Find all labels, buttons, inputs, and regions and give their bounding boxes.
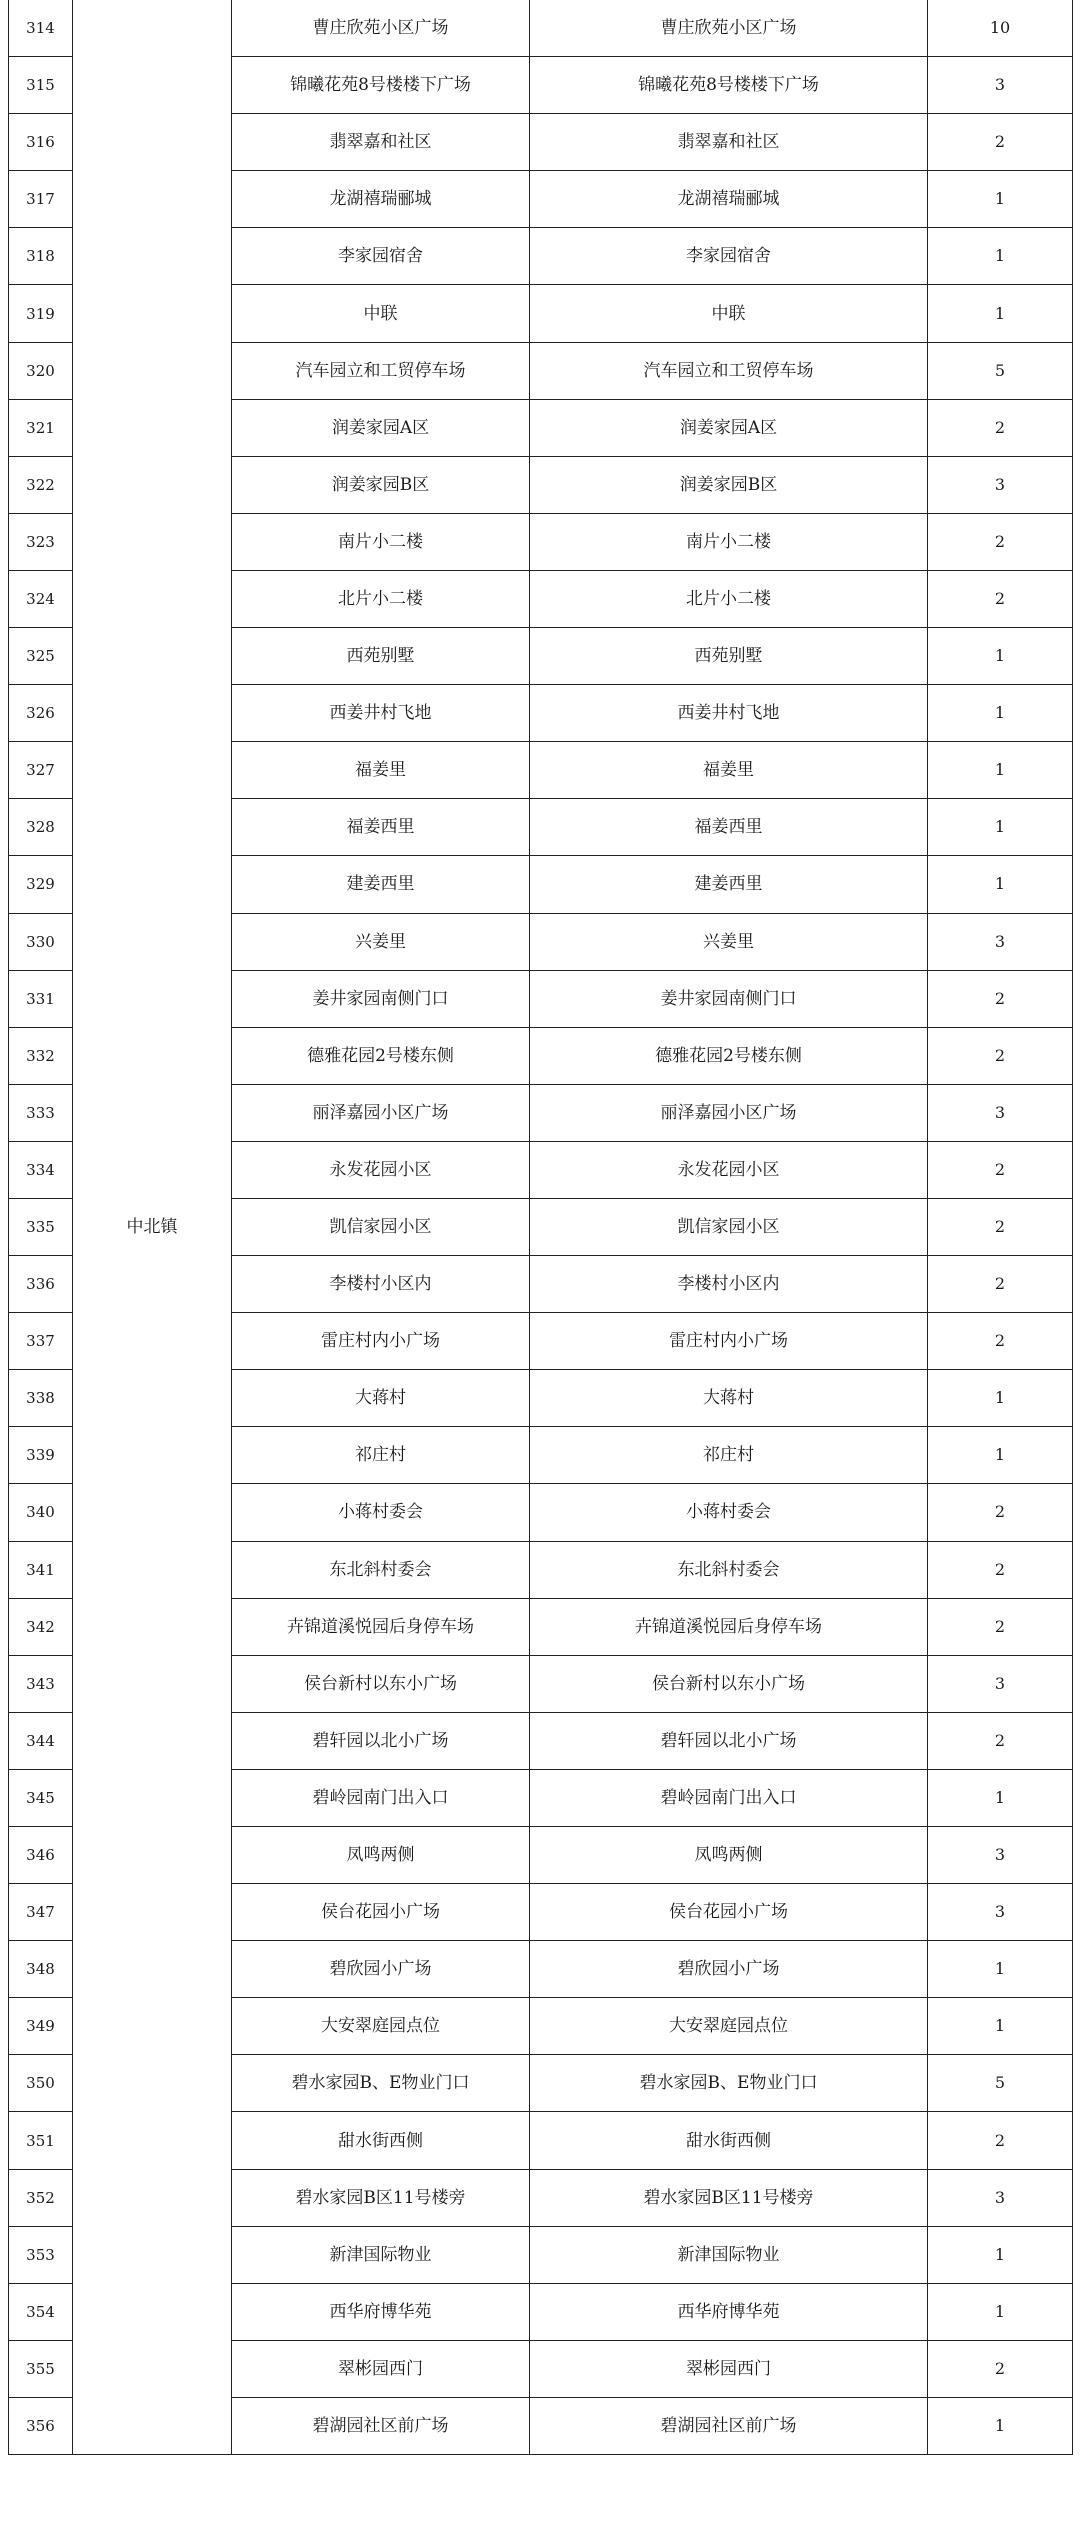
site-address-cell: 龙湖禧瑞郦城	[530, 171, 928, 228]
row-number-cell: 342	[9, 1598, 73, 1655]
site-address-cell: 汽车园立和工贸停车场	[530, 342, 928, 399]
count-cell: 10	[928, 0, 1073, 57]
count-cell: 1	[928, 1370, 1073, 1427]
row-number-cell: 330	[9, 913, 73, 970]
site-address-cell: 大蒋村	[530, 1370, 928, 1427]
site-name-cell: 姜井家园南侧门口	[232, 970, 530, 1027]
site-address-cell: 北片小二楼	[530, 570, 928, 627]
site-name-cell: 碧湖园社区前广场	[232, 2397, 530, 2454]
row-number-cell: 326	[9, 685, 73, 742]
site-address-cell: 碧轩园以北小广场	[530, 1712, 928, 1769]
site-name-cell: 碧岭园南门出入口	[232, 1769, 530, 1826]
site-address-cell: 福姜里	[530, 742, 928, 799]
row-number-cell: 316	[9, 114, 73, 171]
count-cell: 3	[928, 1827, 1073, 1884]
site-name-cell: 龙湖禧瑞郦城	[232, 171, 530, 228]
row-number-cell: 339	[9, 1427, 73, 1484]
row-number-cell: 318	[9, 228, 73, 285]
count-cell: 1	[928, 1998, 1073, 2055]
count-cell: 2	[928, 570, 1073, 627]
count-cell: 2	[928, 970, 1073, 1027]
count-cell: 2	[928, 1541, 1073, 1598]
site-name-cell: 碧水家园B、E物业门口	[232, 2055, 530, 2112]
count-cell: 2	[928, 1598, 1073, 1655]
row-number-cell: 345	[9, 1769, 73, 1826]
row-number-cell: 331	[9, 970, 73, 1027]
site-name-cell: 北片小二楼	[232, 570, 530, 627]
count-cell: 1	[928, 1941, 1073, 1998]
row-number-cell: 320	[9, 342, 73, 399]
count-cell: 2	[928, 1198, 1073, 1255]
count-cell: 1	[928, 1427, 1073, 1484]
site-address-cell: 小蒋村委会	[530, 1484, 928, 1541]
row-number-cell: 355	[9, 2340, 73, 2397]
site-name-cell: 大蒋村	[232, 1370, 530, 1427]
site-name-cell: 侯台花园小广场	[232, 1884, 530, 1941]
site-address-cell: 凯信家园小区	[530, 1198, 928, 1255]
row-number-cell: 332	[9, 1027, 73, 1084]
site-name-cell: 大安翠庭园点位	[232, 1998, 530, 2055]
row-number-cell: 315	[9, 57, 73, 114]
row-number-cell: 328	[9, 799, 73, 856]
site-name-cell: 锦曦花苑8号楼楼下广场	[232, 57, 530, 114]
count-cell: 1	[928, 742, 1073, 799]
row-number-cell: 322	[9, 456, 73, 513]
site-address-cell: 南片小二楼	[530, 513, 928, 570]
site-name-cell: 碧水家园B区11号楼旁	[232, 2169, 530, 2226]
row-number-cell: 336	[9, 1256, 73, 1313]
count-cell: 5	[928, 2055, 1073, 2112]
site-address-cell: 翡翠嘉和社区	[530, 114, 928, 171]
site-address-cell: 西苑别墅	[530, 628, 928, 685]
site-address-cell: 李楼村小区内	[530, 1256, 928, 1313]
count-cell: 1	[928, 1769, 1073, 1826]
count-cell: 2	[928, 1027, 1073, 1084]
count-cell: 2	[928, 1141, 1073, 1198]
count-cell: 2	[928, 1256, 1073, 1313]
row-number-cell: 344	[9, 1712, 73, 1769]
row-number-cell: 350	[9, 2055, 73, 2112]
row-number-cell: 319	[9, 285, 73, 342]
site-address-cell: 侯台新村以东小广场	[530, 1655, 928, 1712]
count-cell: 1	[928, 2397, 1073, 2454]
count-cell: 2	[928, 2112, 1073, 2169]
site-address-cell: 西华府博华苑	[530, 2283, 928, 2340]
site-address-cell: 德雅花园2号楼东侧	[530, 1027, 928, 1084]
site-address-cell: 碧水家园B区11号楼旁	[530, 2169, 928, 2226]
site-name-cell: 碧欣园小广场	[232, 1941, 530, 1998]
site-address-cell: 碧湖园社区前广场	[530, 2397, 928, 2454]
site-name-cell: 雷庄村内小广场	[232, 1313, 530, 1370]
site-name-cell: 曹庄欣苑小区广场	[232, 0, 530, 57]
site-address-cell: 姜井家园南侧门口	[530, 970, 928, 1027]
count-cell: 1	[928, 171, 1073, 228]
site-address-cell: 曹庄欣苑小区广场	[530, 0, 928, 57]
row-number-cell: 352	[9, 2169, 73, 2226]
site-address-cell: 西姜井村飞地	[530, 685, 928, 742]
count-cell: 2	[928, 399, 1073, 456]
count-cell: 3	[928, 1655, 1073, 1712]
count-cell: 2	[928, 513, 1073, 570]
site-name-cell: 汽车园立和工贸停车场	[232, 342, 530, 399]
data-table-container	[8, 0, 1072, 2455]
site-name-cell: 德雅花园2号楼东侧	[232, 1027, 530, 1084]
site-address-cell: 兴姜里	[530, 913, 928, 970]
site-name-cell: 李家园宿舍	[232, 228, 530, 285]
site-name-cell: 甜水街西侧	[232, 2112, 530, 2169]
row-number-cell: 354	[9, 2283, 73, 2340]
site-name-cell: 凯信家园小区	[232, 1198, 530, 1255]
site-name-cell: 新津国际物业	[232, 2226, 530, 2283]
site-address-cell: 永发花园小区	[530, 1141, 928, 1198]
parking-site-table	[8, 0, 1073, 2455]
count-cell: 1	[928, 856, 1073, 913]
table-row	[9, 0, 1073, 57]
site-name-cell: 李楼村小区内	[232, 1256, 530, 1313]
row-number-cell: 334	[9, 1141, 73, 1198]
site-name-cell: 东北斜村委会	[232, 1541, 530, 1598]
site-name-cell: 润姜家园A区	[232, 399, 530, 456]
site-name-cell: 西华府博华苑	[232, 2283, 530, 2340]
count-cell: 1	[928, 685, 1073, 742]
site-address-cell: 碧欣园小广场	[530, 1941, 928, 1998]
count-cell: 1	[928, 628, 1073, 685]
count-cell: 2	[928, 2340, 1073, 2397]
row-number-cell: 323	[9, 513, 73, 570]
site-name-cell: 中联	[232, 285, 530, 342]
count-cell: 3	[928, 1884, 1073, 1941]
site-name-cell: 润姜家园B区	[232, 456, 530, 513]
site-address-cell: 福姜西里	[530, 799, 928, 856]
site-name-cell: 凤鸣两侧	[232, 1827, 530, 1884]
row-number-cell: 329	[9, 856, 73, 913]
row-number-cell: 348	[9, 1941, 73, 1998]
row-number-cell: 333	[9, 1084, 73, 1141]
row-number-cell: 349	[9, 1998, 73, 2055]
site-name-cell: 卉锦道溪悦园后身停车场	[232, 1598, 530, 1655]
row-number-cell: 340	[9, 1484, 73, 1541]
count-cell: 2	[928, 114, 1073, 171]
site-name-cell: 西姜井村飞地	[232, 685, 530, 742]
count-cell: 3	[928, 2169, 1073, 2226]
table-body	[9, 0, 1073, 2455]
site-address-cell: 雷庄村内小广场	[530, 1313, 928, 1370]
site-name-cell: 永发花园小区	[232, 1141, 530, 1198]
count-cell: 1	[928, 285, 1073, 342]
count-cell: 2	[928, 1484, 1073, 1541]
site-name-cell: 建姜西里	[232, 856, 530, 913]
site-name-cell: 西苑别墅	[232, 628, 530, 685]
site-name-cell: 翡翠嘉和社区	[232, 114, 530, 171]
count-cell: 3	[928, 57, 1073, 114]
row-number-cell: 335	[9, 1198, 73, 1255]
site-address-cell: 凤鸣两侧	[530, 1827, 928, 1884]
count-cell: 1	[928, 228, 1073, 285]
site-name-cell: 兴姜里	[232, 913, 530, 970]
row-number-cell: 317	[9, 171, 73, 228]
site-address-cell: 锦曦花苑8号楼楼下广场	[530, 57, 928, 114]
row-number-cell: 343	[9, 1655, 73, 1712]
site-address-cell: 建姜西里	[530, 856, 928, 913]
site-address-cell: 丽泽嘉园小区广场	[530, 1084, 928, 1141]
site-name-cell: 祁庄村	[232, 1427, 530, 1484]
site-name-cell: 侯台新村以东小广场	[232, 1655, 530, 1712]
row-number-cell: 341	[9, 1541, 73, 1598]
site-name-cell: 碧轩园以北小广场	[232, 1712, 530, 1769]
site-address-cell: 甜水街西侧	[530, 2112, 928, 2169]
row-number-cell: 321	[9, 399, 73, 456]
site-address-cell: 润姜家园B区	[530, 456, 928, 513]
row-number-cell: 347	[9, 1884, 73, 1941]
site-address-cell: 碧岭园南门出入口	[530, 1769, 928, 1826]
site-name-cell: 福姜西里	[232, 799, 530, 856]
site-address-cell: 侯台花园小广场	[530, 1884, 928, 1941]
row-number-cell: 338	[9, 1370, 73, 1427]
count-cell: 3	[928, 1084, 1073, 1141]
count-cell: 5	[928, 342, 1073, 399]
site-address-cell: 祁庄村	[530, 1427, 928, 1484]
site-name-cell: 小蒋村委会	[232, 1484, 530, 1541]
site-name-cell: 丽泽嘉园小区广场	[232, 1084, 530, 1141]
site-address-cell: 翠彬园西门	[530, 2340, 928, 2397]
count-cell: 3	[928, 456, 1073, 513]
row-number-cell: 353	[9, 2226, 73, 2283]
row-number-cell: 351	[9, 2112, 73, 2169]
site-address-cell: 润姜家园A区	[530, 399, 928, 456]
count-cell: 2	[928, 1712, 1073, 1769]
site-address-cell: 中联	[530, 285, 928, 342]
count-cell: 1	[928, 2283, 1073, 2340]
site-address-cell: 大安翠庭园点位	[530, 1998, 928, 2055]
site-name-cell: 南片小二楼	[232, 513, 530, 570]
row-number-cell: 346	[9, 1827, 73, 1884]
site-address-cell: 李家园宿舍	[530, 228, 928, 285]
site-address-cell: 新津国际物业	[530, 2226, 928, 2283]
row-number-cell: 356	[9, 2397, 73, 2454]
row-number-cell: 324	[9, 570, 73, 627]
site-address-cell: 东北斜村委会	[530, 1541, 928, 1598]
site-name-cell: 翠彬园西门	[232, 2340, 530, 2397]
site-address-cell: 碧水家园B、E物业门口	[530, 2055, 928, 2112]
count-cell: 1	[928, 2226, 1073, 2283]
row-number-cell: 314	[9, 0, 73, 57]
count-cell: 2	[928, 1313, 1073, 1370]
count-cell: 3	[928, 913, 1073, 970]
row-number-cell: 325	[9, 628, 73, 685]
town-cell: 中北镇	[73, 0, 232, 2455]
row-number-cell: 337	[9, 1313, 73, 1370]
count-cell: 1	[928, 799, 1073, 856]
row-number-cell: 327	[9, 742, 73, 799]
site-name-cell: 福姜里	[232, 742, 530, 799]
site-address-cell: 卉锦道溪悦园后身停车场	[530, 1598, 928, 1655]
